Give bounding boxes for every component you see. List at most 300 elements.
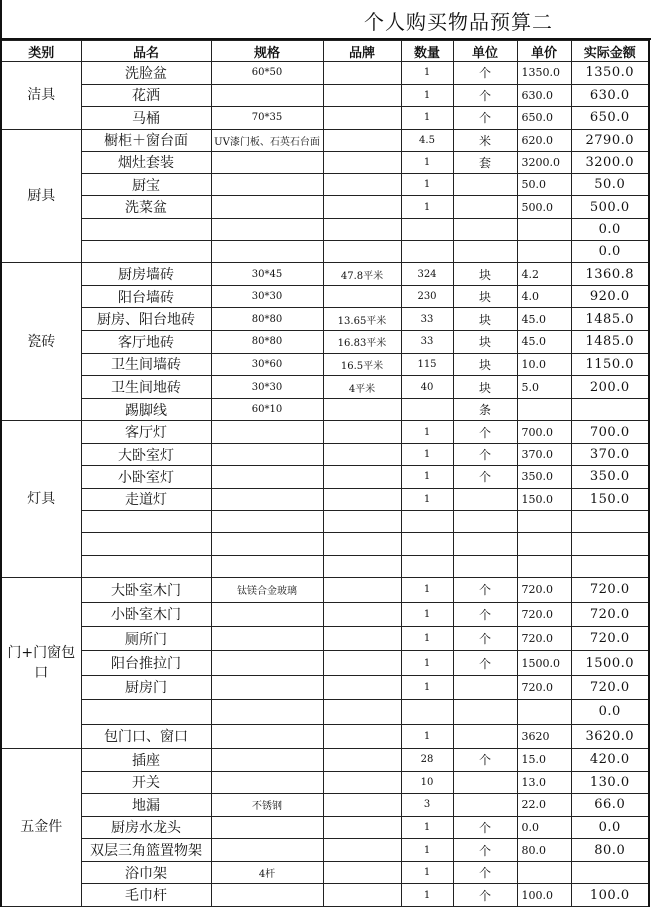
unit-cell[interactable]: 个 — [453, 107, 517, 130]
price-cell[interactable]: 150.0 — [517, 488, 571, 510]
brand-cell[interactable] — [323, 533, 401, 555]
unit-cell[interactable] — [453, 794, 517, 817]
price-cell[interactable] — [517, 555, 571, 577]
title-row — [0, 0, 651, 40]
price-cell[interactable]: 500.0 — [517, 196, 571, 218]
amount-cell[interactable]: 370.0 — [571, 443, 649, 465]
item-name-cell[interactable]: 橱柜＋窗台面 — [81, 129, 211, 151]
table-row — [1, 794, 649, 817]
qty-cell[interactable]: 324 — [401, 263, 453, 286]
unit-cell[interactable] — [453, 555, 517, 577]
unit-cell[interactable] — [453, 533, 517, 555]
brand-cell[interactable]: 16.5平米 — [323, 353, 401, 376]
item-name-cell[interactable]: 小卧室灯 — [81, 466, 211, 488]
brand-cell[interactable] — [323, 129, 401, 151]
item-name-cell[interactable]: 卫生间地砖 — [81, 376, 211, 399]
category-cell[interactable]: 灯具 — [1, 421, 81, 578]
table-row — [1, 129, 649, 151]
spec-cell[interactable] — [211, 771, 323, 794]
brand-cell[interactable] — [323, 578, 401, 602]
qty-cell[interactable]: 1 — [401, 84, 453, 107]
header-category[interactable]: 类别 — [1, 41, 81, 62]
table-row — [1, 771, 649, 794]
qty-cell[interactable]: 33 — [401, 308, 453, 331]
qty-cell[interactable]: 28 — [401, 748, 453, 771]
amount-cell[interactable]: 0.0 — [571, 816, 649, 839]
price-cell[interactable]: 3200.0 — [517, 151, 571, 173]
item-name-cell[interactable]: 开关 — [81, 771, 211, 794]
unit-cell[interactable] — [453, 700, 517, 724]
item-name-cell[interactable]: 厨房墙砖 — [81, 263, 211, 286]
header-row — [1, 41, 649, 62]
spec-cell[interactable] — [211, 555, 323, 577]
spec-cell[interactable]: 80*80 — [211, 331, 323, 354]
qty-cell[interactable]: 1 — [401, 488, 453, 510]
qty-cell[interactable]: 1 — [401, 724, 453, 748]
table-body — [1, 62, 649, 907]
brand-cell[interactable]: 4平米 — [323, 376, 401, 399]
amount-cell[interactable]: 1485.0 — [571, 331, 649, 354]
table-row — [1, 861, 649, 884]
amount-cell[interactable]: 1150.0 — [571, 353, 649, 376]
amount-cell[interactable]: 720.0 — [571, 675, 649, 699]
amount-cell[interactable]: 720.0 — [571, 602, 649, 626]
qty-cell[interactable]: 10 — [401, 771, 453, 794]
spec-cell[interactable]: 60*10 — [211, 398, 323, 421]
price-cell[interactable]: 15.0 — [517, 748, 571, 771]
price-cell[interactable]: 720.0 — [517, 602, 571, 626]
amount-cell[interactable]: 1360.8 — [571, 263, 649, 286]
spec-cell[interactable] — [211, 700, 323, 724]
amount-cell[interactable]: 0.0 — [571, 700, 649, 724]
qty-cell[interactable]: 1 — [401, 861, 453, 884]
unit-cell[interactable]: 米 — [453, 129, 517, 151]
qty-cell[interactable]: 1 — [401, 443, 453, 465]
qty-cell[interactable]: 1 — [401, 466, 453, 488]
item-name-cell[interactable]: 洗菜盆 — [81, 196, 211, 218]
spec-cell[interactable]: 30*60 — [211, 353, 323, 376]
price-cell[interactable] — [517, 398, 571, 421]
price-cell[interactable] — [517, 218, 571, 240]
brand-cell[interactable] — [323, 466, 401, 488]
amount-cell[interactable]: 420.0 — [571, 748, 649, 771]
spec-cell[interactable] — [211, 533, 323, 555]
amount-cell[interactable]: 350.0 — [571, 466, 649, 488]
qty-cell[interactable]: 1 — [401, 174, 453, 196]
spec-cell[interactable]: 80*80 — [211, 308, 323, 331]
amount-cell[interactable]: 700.0 — [571, 421, 649, 443]
unit-cell[interactable]: 个 — [453, 651, 517, 675]
price-cell[interactable]: 720.0 — [517, 626, 571, 650]
spec-cell[interactable]: 30*30 — [211, 285, 323, 308]
table-row — [1, 240, 649, 262]
qty-cell[interactable] — [401, 700, 453, 724]
amount-cell[interactable]: 630.0 — [571, 84, 649, 107]
amount-cell[interactable]: 200.0 — [571, 376, 649, 399]
qty-cell[interactable]: 4.5 — [401, 129, 453, 151]
table-row — [1, 466, 649, 488]
price-cell[interactable]: 4.2 — [517, 263, 571, 286]
item-name-cell[interactable]: 客厅地砖 — [81, 331, 211, 354]
item-name-cell[interactable] — [81, 218, 211, 240]
table-row — [1, 884, 649, 907]
amount-cell[interactable]: 50.0 — [571, 174, 649, 196]
item-name-cell[interactable]: 洗脸盆 — [81, 62, 211, 85]
brand-cell[interactable] — [323, 84, 401, 107]
brand-cell[interactable] — [323, 555, 401, 577]
brand-cell[interactable] — [323, 724, 401, 748]
price-cell[interactable]: 10.0 — [517, 353, 571, 376]
price-cell[interactable]: 45.0 — [517, 331, 571, 354]
spec-cell[interactable] — [211, 196, 323, 218]
amount-cell[interactable]: 650.0 — [571, 107, 649, 130]
spec-cell[interactable] — [211, 748, 323, 771]
spec-cell[interactable]: 4杆 — [211, 861, 323, 884]
table-row — [1, 62, 649, 85]
amount-cell[interactable] — [571, 533, 649, 555]
amount-cell[interactable]: 0.0 — [571, 218, 649, 240]
unit-cell[interactable]: 套 — [453, 151, 517, 173]
qty-cell[interactable]: 1 — [401, 626, 453, 650]
amount-cell[interactable] — [571, 555, 649, 577]
amount-cell[interactable] — [571, 398, 649, 421]
brand-cell[interactable] — [323, 651, 401, 675]
spec-cell[interactable]: UV漆门板、石英石台面 — [211, 129, 323, 151]
unit-cell[interactable]: 个 — [453, 884, 517, 907]
item-name-cell[interactable]: 毛巾杆 — [81, 884, 211, 907]
price-cell[interactable]: 4.0 — [517, 285, 571, 308]
amount-cell[interactable] — [571, 511, 649, 533]
qty-cell[interactable]: 1 — [401, 602, 453, 626]
price-cell[interactable] — [517, 700, 571, 724]
brand-cell[interactable] — [323, 511, 401, 533]
brand-cell[interactable] — [323, 626, 401, 650]
qty-cell[interactable]: 1 — [401, 839, 453, 862]
spec-cell[interactable] — [211, 651, 323, 675]
item-name-cell[interactable]: 厨宝 — [81, 174, 211, 196]
brand-cell[interactable] — [323, 675, 401, 699]
qty-cell[interactable] — [401, 240, 453, 262]
unit-cell[interactable] — [453, 488, 517, 510]
table-row — [1, 84, 649, 107]
item-name-cell[interactable]: 插座 — [81, 748, 211, 771]
item-name-cell[interactable]: 厨房、阳台地砖 — [81, 308, 211, 331]
brand-cell[interactable] — [323, 700, 401, 724]
amount-cell[interactable]: 100.0 — [571, 884, 649, 907]
qty-cell[interactable]: 230 — [401, 285, 453, 308]
table-row — [1, 626, 649, 650]
price-cell[interactable]: 370.0 — [517, 443, 571, 465]
qty-cell[interactable]: 1 — [401, 421, 453, 443]
brand-cell[interactable] — [323, 174, 401, 196]
spec-cell[interactable] — [211, 84, 323, 107]
item-name-cell[interactable] — [81, 240, 211, 262]
price-cell[interactable]: 720.0 — [517, 675, 571, 699]
category-cell[interactable]: 门+门窗包口 — [1, 578, 81, 749]
unit-cell[interactable]: 个 — [453, 626, 517, 650]
table-row — [1, 263, 649, 286]
unit-cell[interactable]: 块 — [453, 308, 517, 331]
amount-cell[interactable]: 720.0 — [571, 626, 649, 650]
qty-cell[interactable] — [401, 398, 453, 421]
header-brand[interactable]: 品牌 — [323, 41, 401, 62]
price-cell[interactable] — [517, 240, 571, 262]
brand-cell[interactable] — [323, 771, 401, 794]
table-row — [1, 675, 649, 699]
unit-cell[interactable]: 块 — [453, 376, 517, 399]
brand-cell[interactable] — [323, 839, 401, 862]
amount-cell[interactable]: 1350.0 — [571, 62, 649, 85]
unit-cell[interactable]: 个 — [453, 748, 517, 771]
item-name-cell[interactable]: 走道灯 — [81, 488, 211, 510]
table-row — [1, 285, 649, 308]
spec-cell[interactable] — [211, 626, 323, 650]
item-name-cell[interactable]: 大卧室灯 — [81, 443, 211, 465]
item-name-cell[interactable]: 浴巾架 — [81, 861, 211, 884]
unit-cell[interactable] — [453, 511, 517, 533]
table-row — [1, 839, 649, 862]
qty-cell[interactable]: 1 — [401, 107, 453, 130]
brand-cell[interactable] — [323, 398, 401, 421]
item-name-cell[interactable]: 厕所门 — [81, 626, 211, 650]
qty-cell[interactable]: 1 — [401, 578, 453, 602]
amount-cell[interactable]: 80.0 — [571, 839, 649, 862]
brand-cell[interactable] — [323, 107, 401, 130]
table-row — [1, 602, 649, 626]
category-cell[interactable]: 厨具 — [1, 129, 81, 263]
brand-cell[interactable] — [323, 861, 401, 884]
unit-cell[interactable]: 条 — [453, 398, 517, 421]
price-cell[interactable]: 100.0 — [517, 884, 571, 907]
spec-cell[interactable] — [211, 466, 323, 488]
amount-cell[interactable] — [571, 861, 649, 884]
spec-cell[interactable]: 不锈钢 — [211, 794, 323, 817]
item-name-cell[interactable]: 厨房门 — [81, 675, 211, 699]
table-row — [1, 533, 649, 555]
category-cell[interactable]: 五金件 — [1, 748, 81, 906]
unit-cell[interactable]: 个 — [453, 602, 517, 626]
item-name-cell[interactable]: 马桶 — [81, 107, 211, 130]
amount-cell[interactable]: 720.0 — [571, 578, 649, 602]
table-row — [1, 331, 649, 354]
price-cell[interactable] — [517, 511, 571, 533]
spec-cell[interactable] — [211, 443, 323, 465]
price-cell[interactable]: 650.0 — [517, 107, 571, 130]
price-cell[interactable] — [517, 533, 571, 555]
amount-cell[interactable]: 2790.0 — [571, 129, 649, 151]
price-cell[interactable]: 50.0 — [517, 174, 571, 196]
table-row — [1, 651, 649, 675]
item-name-cell[interactable]: 踢脚线 — [81, 398, 211, 421]
unit-cell[interactable]: 个 — [453, 421, 517, 443]
spec-cell[interactable] — [211, 511, 323, 533]
header-price[interactable]: 单价 — [517, 41, 571, 62]
brand-cell[interactable] — [323, 794, 401, 817]
item-name-cell[interactable] — [81, 511, 211, 533]
brand-cell[interactable]: 16.83平米 — [323, 331, 401, 354]
spec-cell[interactable]: 30*45 — [211, 263, 323, 286]
qty-cell[interactable] — [401, 533, 453, 555]
price-cell[interactable]: 0.0 — [517, 816, 571, 839]
price-cell[interactable]: 1350.0 — [517, 62, 571, 85]
header-unit[interactable]: 单位 — [453, 41, 517, 62]
unit-cell[interactable]: 个 — [453, 84, 517, 107]
table-row — [1, 308, 649, 331]
qty-cell[interactable]: 33 — [401, 331, 453, 354]
qty-cell[interactable]: 1 — [401, 62, 453, 85]
price-cell[interactable]: 3620 — [517, 724, 571, 748]
price-cell[interactable]: 1500.0 — [517, 651, 571, 675]
unit-cell[interactable]: 块 — [453, 331, 517, 354]
spec-cell[interactable] — [211, 816, 323, 839]
item-name-cell[interactable]: 阳台推拉门 — [81, 651, 211, 675]
amount-cell[interactable]: 3200.0 — [571, 151, 649, 173]
brand-cell[interactable]: 47.8平米 — [323, 263, 401, 286]
item-name-cell[interactable]: 小卧室木门 — [81, 602, 211, 626]
item-name-cell[interactable]: 卫生间墙砖 — [81, 353, 211, 376]
qty-cell[interactable]: 1 — [401, 884, 453, 907]
qty-cell[interactable]: 1 — [401, 816, 453, 839]
amount-cell[interactable]: 500.0 — [571, 196, 649, 218]
unit-cell[interactable]: 个 — [453, 62, 517, 85]
spec-cell[interactable]: 60*50 — [211, 62, 323, 85]
unit-cell[interactable]: 个 — [453, 443, 517, 465]
header-qty[interactable]: 数量 — [401, 41, 453, 62]
price-cell[interactable] — [517, 861, 571, 884]
qty-cell[interactable] — [401, 511, 453, 533]
unit-cell[interactable]: 个 — [453, 816, 517, 839]
qty-cell[interactable]: 1 — [401, 675, 453, 699]
unit-cell[interactable]: 个 — [453, 839, 517, 862]
brand-cell[interactable] — [323, 240, 401, 262]
spec-cell[interactable]: 钛镁合金玻璃 — [211, 578, 323, 602]
brand-cell[interactable] — [323, 62, 401, 85]
spec-cell[interactable]: 70*35 — [211, 107, 323, 130]
price-cell[interactable]: 13.0 — [517, 771, 571, 794]
spec-cell[interactable] — [211, 724, 323, 748]
table-row — [1, 421, 649, 443]
unit-cell[interactable]: 块 — [453, 263, 517, 286]
item-name-cell[interactable]: 阳台墙砖 — [81, 285, 211, 308]
spec-cell[interactable] — [211, 839, 323, 862]
brand-cell[interactable] — [323, 218, 401, 240]
brand-cell[interactable]: 13.65平米 — [323, 308, 401, 331]
brand-cell[interactable] — [323, 443, 401, 465]
amount-cell[interactable]: 920.0 — [571, 285, 649, 308]
header-name[interactable]: 品名 — [81, 41, 211, 62]
brand-cell[interactable] — [323, 421, 401, 443]
spec-cell[interactable]: 30*30 — [211, 376, 323, 399]
amount-cell[interactable]: 66.0 — [571, 794, 649, 817]
spec-cell[interactable] — [211, 240, 323, 262]
price-cell[interactable]: 45.0 — [517, 308, 571, 331]
spec-cell[interactable] — [211, 174, 323, 196]
amount-cell[interactable]: 0.0 — [571, 240, 649, 262]
amount-cell[interactable]: 1485.0 — [571, 308, 649, 331]
item-name-cell[interactable] — [81, 555, 211, 577]
item-name-cell[interactable] — [81, 533, 211, 555]
item-name-cell[interactable]: 大卧室木门 — [81, 578, 211, 602]
category-cell[interactable]: 瓷砖 — [1, 263, 81, 421]
spec-cell[interactable] — [211, 421, 323, 443]
item-name-cell[interactable]: 包门口、窗口 — [81, 724, 211, 748]
unit-cell[interactable] — [453, 174, 517, 196]
brand-cell[interactable] — [323, 488, 401, 510]
unit-cell[interactable] — [453, 771, 517, 794]
price-cell[interactable]: 630.0 — [517, 84, 571, 107]
brand-cell[interactable] — [323, 884, 401, 907]
qty-cell[interactable]: 3 — [401, 794, 453, 817]
price-cell[interactable]: 720.0 — [517, 578, 571, 602]
item-name-cell[interactable] — [81, 700, 211, 724]
unit-cell[interactable]: 块 — [453, 285, 517, 308]
unit-cell[interactable] — [453, 196, 517, 218]
qty-cell[interactable]: 1 — [401, 151, 453, 173]
item-name-cell[interactable]: 地漏 — [81, 794, 211, 817]
qty-cell[interactable]: 40 — [401, 376, 453, 399]
price-cell[interactable]: 5.0 — [517, 376, 571, 399]
price-cell[interactable]: 620.0 — [517, 129, 571, 151]
amount-cell[interactable]: 1500.0 — [571, 651, 649, 675]
spec-cell[interactable] — [211, 675, 323, 699]
item-name-cell[interactable]: 厨房水龙头 — [81, 816, 211, 839]
item-name-cell[interactable]: 烟灶套装 — [81, 151, 211, 173]
amount-cell[interactable]: 3620.0 — [571, 724, 649, 748]
qty-cell[interactable] — [401, 555, 453, 577]
price-cell[interactable]: 22.0 — [517, 794, 571, 817]
spec-cell[interactable] — [211, 218, 323, 240]
brand-cell[interactable] — [323, 816, 401, 839]
table-row — [1, 724, 649, 748]
item-name-cell[interactable]: 客厅灯 — [81, 421, 211, 443]
unit-cell[interactable]: 个 — [453, 861, 517, 884]
price-cell[interactable]: 700.0 — [517, 421, 571, 443]
qty-cell[interactable]: 1 — [401, 196, 453, 218]
brand-cell[interactable] — [323, 748, 401, 771]
brand-cell[interactable] — [323, 151, 401, 173]
qty-cell[interactable]: 115 — [401, 353, 453, 376]
unit-cell[interactable]: 个 — [453, 578, 517, 602]
item-name-cell[interactable]: 双层三角篮置物架 — [81, 839, 211, 862]
table-row — [1, 700, 649, 724]
unit-cell[interactable] — [453, 240, 517, 262]
brand-cell[interactable] — [323, 196, 401, 218]
unit-cell[interactable] — [453, 675, 517, 699]
amount-cell[interactable]: 130.0 — [571, 771, 649, 794]
item-name-cell[interactable]: 花洒 — [81, 84, 211, 107]
spec-cell[interactable] — [211, 151, 323, 173]
category-cell[interactable]: 洁具 — [1, 62, 81, 130]
qty-cell[interactable] — [401, 218, 453, 240]
unit-cell[interactable] — [453, 724, 517, 748]
unit-cell[interactable]: 块 — [453, 353, 517, 376]
table-row — [1, 174, 649, 196]
unit-cell[interactable]: 个 — [453, 466, 517, 488]
price-cell[interactable]: 80.0 — [517, 839, 571, 862]
table-row — [1, 218, 649, 240]
amount-cell[interactable]: 150.0 — [571, 488, 649, 510]
spec-cell[interactable] — [211, 602, 323, 626]
price-cell[interactable]: 350.0 — [517, 466, 571, 488]
spec-cell[interactable] — [211, 884, 323, 907]
spec-cell[interactable] — [211, 488, 323, 510]
header-spec[interactable]: 规格 — [211, 41, 323, 62]
brand-cell[interactable] — [323, 602, 401, 626]
qty-cell[interactable]: 1 — [401, 651, 453, 675]
brand-cell[interactable] — [323, 285, 401, 308]
header-amount[interactable]: 实际金额 — [571, 41, 649, 62]
unit-cell[interactable] — [453, 218, 517, 240]
